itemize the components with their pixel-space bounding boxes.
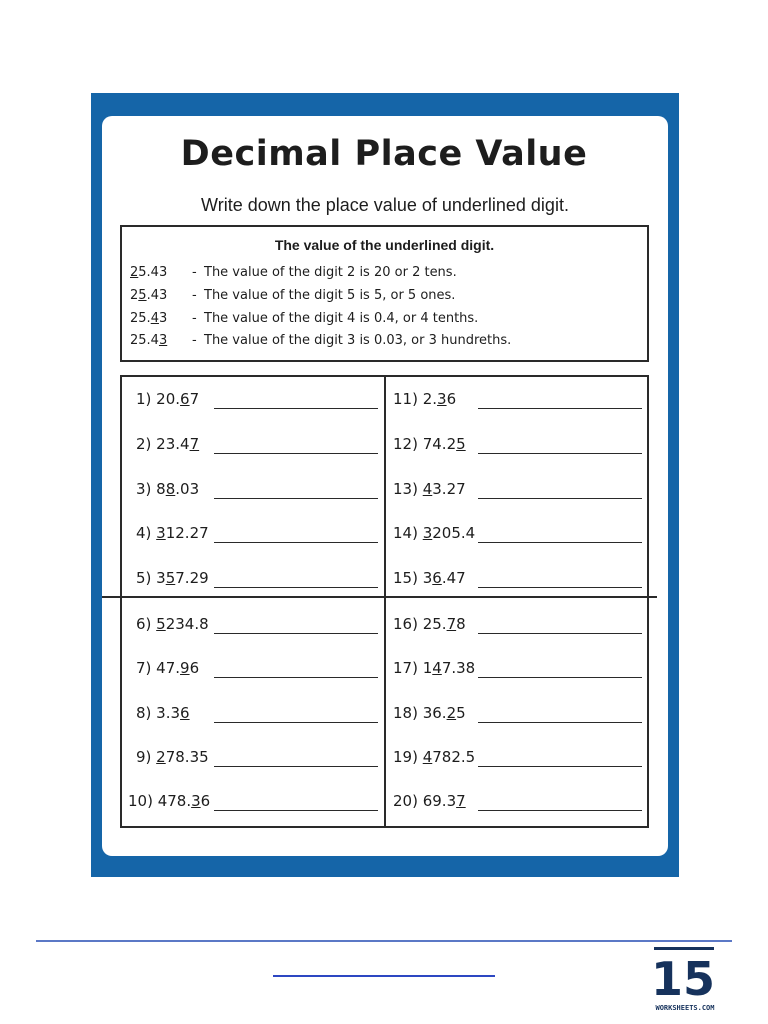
question-number-part: 3.3 xyxy=(156,704,181,722)
question-label: 15) xyxy=(393,569,423,587)
question-number-part: 12.27 xyxy=(165,524,209,542)
answer-blank[interactable] xyxy=(478,765,642,767)
underlined-digit: 5 xyxy=(165,569,176,587)
footer-link-underline[interactable] xyxy=(273,975,495,977)
question-number-part: 69.3 xyxy=(422,792,457,810)
worksheet-instruction: Write down the place value of underlined digit. xyxy=(201,195,569,215)
answer-blank[interactable] xyxy=(478,452,642,454)
question-item xyxy=(393,435,466,457)
answer-blank[interactable] xyxy=(214,541,378,543)
question-item xyxy=(393,524,475,546)
question-item xyxy=(393,390,456,412)
question-item xyxy=(393,659,475,681)
question-number-part: 3.27 xyxy=(432,480,466,498)
underlined-digit: 5 xyxy=(456,435,466,453)
question-label: 17) xyxy=(393,659,423,677)
underlined-digit: 3 xyxy=(422,524,433,542)
example-number: 25.43 xyxy=(130,288,168,303)
question-number-part: 47. xyxy=(156,659,181,677)
question-label: 18) xyxy=(393,704,423,722)
question-item xyxy=(136,480,199,502)
question-number-part: 6 xyxy=(446,390,457,408)
question-item xyxy=(393,480,466,502)
underlined-digit: 6 xyxy=(180,390,190,408)
answer-blank[interactable] xyxy=(478,407,642,409)
question-number-part: 23.4 xyxy=(156,435,190,453)
question-number-part: 234.8 xyxy=(165,615,209,633)
example-dash: - xyxy=(192,288,197,303)
question-number-part: 7.29 xyxy=(175,569,209,587)
question-label: 19) xyxy=(393,748,423,766)
answer-blank[interactable] xyxy=(478,586,642,588)
answer-blank[interactable] xyxy=(478,809,642,811)
answer-blank[interactable] xyxy=(478,497,642,499)
question-label: 20) xyxy=(393,792,423,810)
question-number-part: 36. xyxy=(422,704,447,722)
question-label: 11) xyxy=(393,390,423,408)
question-number-part: 20. xyxy=(156,390,181,408)
question-number-part: 2. xyxy=(422,390,438,408)
question-item xyxy=(393,569,466,591)
underlined-digit: 2 xyxy=(446,704,457,722)
question-label: 13) xyxy=(393,480,423,498)
question-item xyxy=(393,748,475,770)
underlined-digit: 3 xyxy=(437,390,447,408)
underlined-digit: 8 xyxy=(165,480,176,498)
underlined-digit: 9 xyxy=(180,659,190,677)
answer-blank[interactable] xyxy=(214,765,378,767)
question-number-part: .47 xyxy=(441,569,466,587)
underlined-digit: 2 xyxy=(130,265,139,280)
question-item xyxy=(393,792,466,814)
answer-blank[interactable] xyxy=(214,407,378,409)
question-label: 5) xyxy=(136,569,157,587)
example-dash: - xyxy=(192,333,197,348)
answer-blank[interactable] xyxy=(214,586,378,588)
underlined-digit: 4 xyxy=(150,311,159,326)
question-item xyxy=(136,435,199,457)
underlined-digit: 3 xyxy=(156,524,166,542)
question-label: 14) xyxy=(393,524,423,542)
question-label: 12) xyxy=(393,435,423,453)
underlined-digit: 6 xyxy=(180,704,190,722)
answer-blank[interactable] xyxy=(478,721,642,723)
worksheet-title: Decimal Place Value xyxy=(180,134,588,174)
grid-divider-vertical xyxy=(384,375,386,828)
underlined-digit: 7 xyxy=(456,792,466,810)
question-label: 3) xyxy=(136,480,157,498)
underlined-digit: 2 xyxy=(156,748,166,766)
underlined-digit: 4 xyxy=(422,480,433,498)
answer-blank[interactable] xyxy=(214,632,378,634)
underlined-digit: 3 xyxy=(158,333,168,348)
example-explanation: The value of the digit 4 is 0.4, or 4 tenths. xyxy=(204,311,479,326)
answer-blank[interactable] xyxy=(214,676,378,678)
underlined-digit: 7 xyxy=(189,435,200,453)
example-heading: The value of the underlined digit. xyxy=(274,237,495,253)
underlined-digit: 3 xyxy=(191,792,201,810)
question-label: 10) xyxy=(128,792,158,810)
underlined-digit: 6 xyxy=(432,569,442,587)
question-number-part: 8 xyxy=(156,480,166,498)
answer-blank[interactable] xyxy=(478,632,642,634)
answer-blank[interactable] xyxy=(214,809,378,811)
answer-blank[interactable] xyxy=(478,541,642,543)
question-number-part: .03 xyxy=(175,480,200,498)
question-label: 2) xyxy=(136,435,157,453)
question-number-part: 3 xyxy=(156,569,166,587)
question-item xyxy=(136,524,209,546)
answer-blank[interactable] xyxy=(214,721,378,723)
answer-blank[interactable] xyxy=(214,497,378,499)
example-dash: - xyxy=(192,311,197,326)
example-explanation: The value of the digit 3 is 0.03, or 3 hundreths. xyxy=(204,333,512,348)
example-dash: - xyxy=(192,265,197,280)
answer-blank[interactable] xyxy=(214,452,378,454)
example-explanation: The value of the digit 2 is 20 or 2 tens. xyxy=(204,265,457,280)
underlined-digit: 7 xyxy=(446,615,457,633)
grid-divider-horizontal xyxy=(102,596,657,598)
question-item xyxy=(136,704,190,726)
question-item xyxy=(393,704,466,726)
question-number-part: 78.35 xyxy=(165,748,209,766)
underlined-digit: 5 xyxy=(156,615,166,633)
question-number-part: 1 xyxy=(422,659,433,677)
question-number-part: 74.2 xyxy=(422,435,457,453)
question-label: 7) xyxy=(136,659,157,677)
question-item xyxy=(136,615,209,637)
question-number-part: 7.38 xyxy=(441,659,476,677)
question-number-part: 3 xyxy=(422,569,433,587)
question-label: 8) xyxy=(136,704,157,722)
logo-graphic xyxy=(650,945,720,1017)
logo-text: WORKSHEETS.COM xyxy=(655,1004,715,1012)
question-number-part: 7 xyxy=(189,390,200,408)
underlined-digit: 4 xyxy=(422,748,433,766)
worksheets-logo[interactable] xyxy=(650,945,720,1017)
question-label: 9) xyxy=(136,748,157,766)
question-label: 6) xyxy=(136,615,157,633)
question-item xyxy=(393,615,466,637)
question-item xyxy=(136,748,209,770)
footer-divider xyxy=(36,940,732,942)
logo-number: 15 xyxy=(650,952,716,1006)
question-number-part: 25. xyxy=(422,615,447,633)
question-item xyxy=(136,659,199,681)
question-number-part: 478. xyxy=(157,792,192,810)
example-explanation: The value of the digit 5 is 5, or 5 ones. xyxy=(204,288,456,303)
answer-blank[interactable] xyxy=(478,676,642,678)
question-number-part: 5 xyxy=(456,704,466,722)
question-number-part: 782.5 xyxy=(432,748,476,766)
question-label: 4) xyxy=(136,524,157,542)
question-number-part: 6 xyxy=(200,792,211,810)
question-item xyxy=(128,792,210,814)
question-item xyxy=(136,390,199,412)
example-box xyxy=(120,225,649,362)
example-number: 25.43 xyxy=(130,311,168,326)
question-label: 16) xyxy=(393,615,423,633)
underlined-digit: 4 xyxy=(432,659,442,677)
question-number-part: 205.4 xyxy=(432,524,476,542)
question-number-part: 8 xyxy=(456,615,466,633)
question-item xyxy=(136,569,209,591)
underlined-digit: 5 xyxy=(138,288,147,303)
question-number-part: 6 xyxy=(189,659,200,677)
example-number: 25.43 xyxy=(130,333,168,348)
example-number: 25.43 xyxy=(130,265,168,280)
question-label: 1) xyxy=(136,390,157,408)
